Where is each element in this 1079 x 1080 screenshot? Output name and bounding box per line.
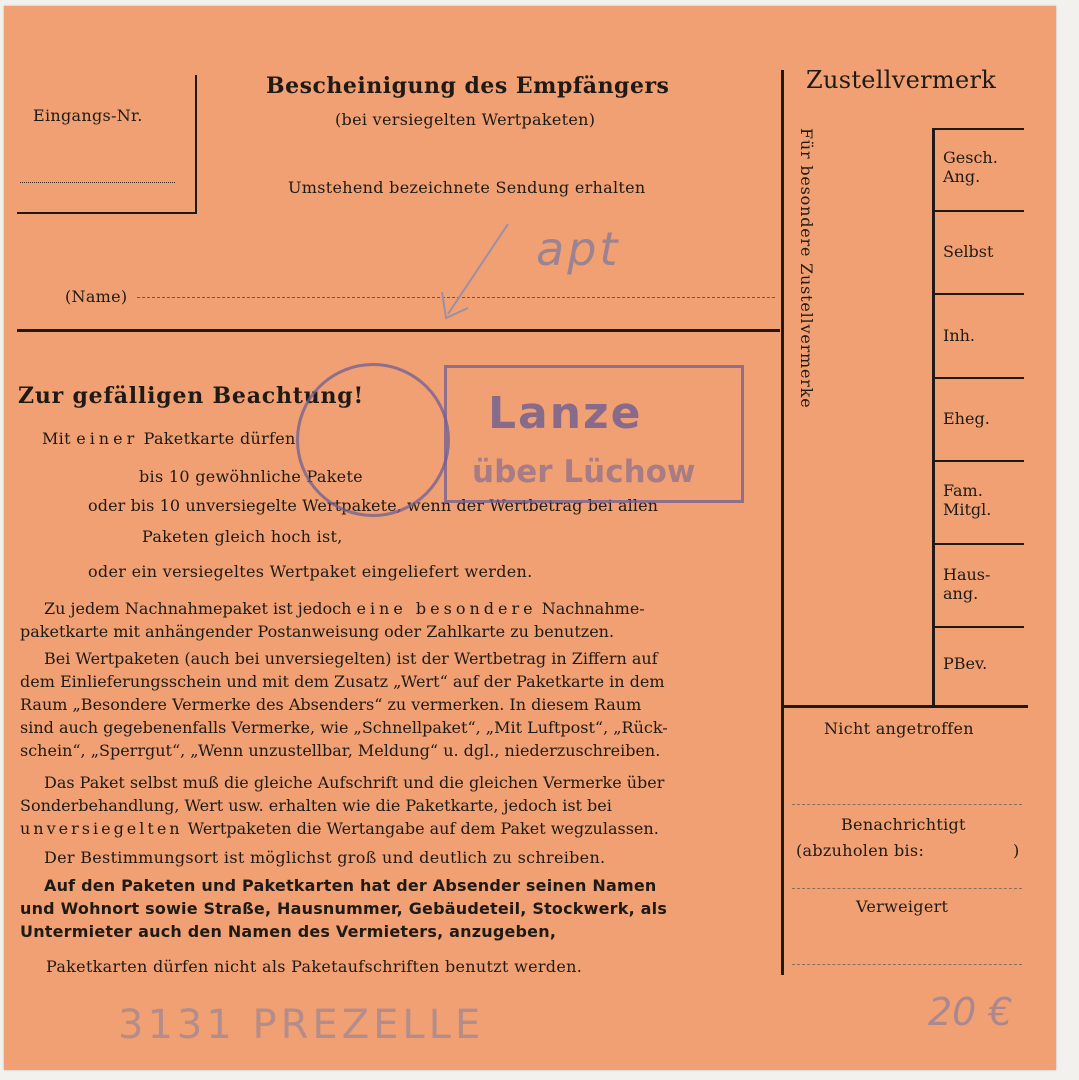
notice-heading: Zur gefälligen Beachtung! [18,383,364,409]
zustell-horizontal-divider [781,705,1028,708]
handwritten-place: 3131 PREZELLE [118,1002,485,1048]
notice-line-1-spaced: einer [76,429,139,448]
name-label: (Name) [65,287,128,306]
page-title: Bescheinigung des Empfängers [266,73,670,99]
cell-eheg: Eheg. [943,409,990,428]
cell-haus-ang: Haus- ang. [943,565,991,603]
paket-line-1: Das Paket selbst muß die gleiche Aufschrift und die gleichen Vermerke über [44,773,665,792]
paket-paragraph [20,771,664,840]
handwritten-apt: apt [536,222,621,276]
header-divider [17,329,780,332]
paket-line-3-spaced: unversiegelten [20,819,183,838]
page-subtitle: (bei versiegelten Wertpaketen) [335,110,596,129]
eingangs-nr-label: Eingangs-Nr. [33,106,143,125]
absender-paragraph [20,874,667,943]
paket-line-3 [20,817,664,840]
cell-pbev: PBev. [943,654,988,673]
paketkarten-note: Paketkarten dürfen nicht als Paketaufschriften benutzt werden. [46,957,583,976]
nicht-angetroffen-line [792,804,1022,805]
nachnahme-a: Zu jedem Nachnahmepaket ist jedoch [44,599,357,618]
eingangs-box-bottom-border [17,212,197,214]
cell-divider-3 [932,377,1024,379]
paket-line-2: Sonderbehandlung, Wert usw. erhalten wie die Paketkarte, jedoch ist bei [20,796,612,815]
zustell-title: Zustellvermerk [806,66,997,94]
zustell-grid-top-border [932,128,1024,130]
nachnahme-line-2: paketkarte mit anhängender Postanweisung oder Zahlkarte zu benutzen. [20,622,615,641]
abzuholen-close: ) [1013,841,1020,860]
postmark-place: Lanze [488,388,643,439]
absender-line-3: Untermieter auch den Namen des Vermieters, anzugeben, [20,922,557,941]
wert-line-2: dem Einlieferungsschein und mit dem Zusatz „Wert“ auf der Paketkarte in dem [20,672,665,691]
cell-divider-2 [932,293,1024,295]
verweigert-label: Verweigert [856,897,949,916]
nicht-angetroffen-label: Nicht angetroffen [824,719,974,738]
abzuholen-label: (abzuholen bis: [796,841,925,860]
wert-line-1: Bei Wertpaketen (auch bei unversiegelten) ist der Wertbetrag in Ziffern auf [44,649,658,668]
notice-line-5: oder ein versiegeltes Wertpaket eingeliefert werden. [88,562,533,581]
bestimmungsort-paragraph: Der Bestimmungsort ist möglichst groß und deutlich zu schreiben. [44,848,606,867]
benachrichtigt-label: Benachrichtigt [841,815,966,834]
eingangs-box-right-border [195,75,197,214]
nachnahme-line-1 [44,597,645,620]
absender-line-1: Auf den Paketen und Paketkarten hat der Absender seinen Namen [44,876,657,895]
notice-line-2: bis 10 gewöhnliche Pakete [139,467,363,486]
postmark-circle [296,363,450,517]
zustell-vertical-label: Für besondere Zustellvermerke [797,128,816,409]
paket-line-3-rest: Wertpaketen die Wertangabe auf dem Paket wegzulassen. [182,819,659,838]
wert-line-4: sind auch gegebenenfalls Vermerke, wie „Schnellpaket“, „Mit Luftpost“, „Rück- [20,718,668,737]
zustell-grid-left-border [932,128,935,708]
notice-line-1-a: Mit [42,429,77,448]
pencil-arrow-icon [430,218,520,328]
eingangs-nr-dotted-line [20,182,175,183]
benachrichtigt-line [792,888,1022,889]
verweigert-line [792,964,1022,965]
handwritten-price: 20 € [928,990,1013,1034]
cell-fam-mitgl: Fam. Mitgl. [943,481,992,519]
notice-line-1-c: Paketkarte dürfen [138,429,296,448]
absender-line-2: und Wohnort sowie Straße, Hausnummer, Gebäudeteil, Stockwerk, als [20,899,668,918]
cell-divider-5 [932,543,1024,545]
cell-divider-6 [932,626,1024,628]
wert-paragraph [20,647,668,762]
notice-line-4: Paketen gleich hoch ist, [142,527,343,546]
cell-divider-4 [932,460,1024,462]
cell-selbst: Selbst [943,242,994,261]
nachnahme-spaced: eine besondere [356,599,537,618]
notice-line-3: oder bis 10 unversiegelte Wertpakete, wenn der Wertbetrag bei allen [88,496,659,515]
nachnahme-paragraph [44,597,645,620]
wert-line-5: schein“, „Sperrgut“, „Wenn unzustellbar, Meldung“ u. dgl., niederzuschreiben. [20,741,661,760]
nachnahme-c: Nachnahme- [536,599,645,618]
received-statement: Umstehend bezeichnete Sendung erhalten [288,178,646,197]
wert-line-3: Raum „Besondere Vermerke des Absenders“ zu vermerken. In diesem Raum [20,695,642,714]
cell-inh: Inh. [943,326,976,345]
main-vertical-divider [781,70,784,975]
cell-gesch-ang: Gesch. Ang. [943,148,998,186]
notice-line-1 [42,429,296,448]
cell-divider-1 [932,210,1024,212]
postmark-route: über Lüchow [472,454,696,490]
